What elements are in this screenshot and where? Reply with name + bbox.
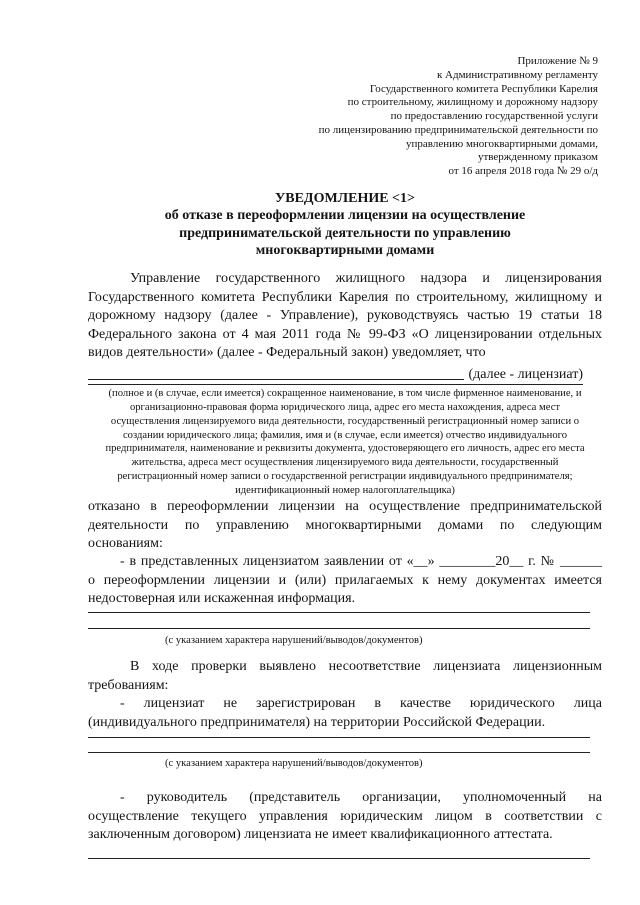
ground-2-line: (индивидуального предпринимателя) на территории Российской Федерации. <box>88 714 546 730</box>
appendix-header-line: по лицензированию предпринимательской деятельности по <box>318 123 598 136</box>
ground-2-blank-line <box>88 752 590 753</box>
licensee-field-row <box>88 366 583 385</box>
ground-1-paragraph <box>88 553 602 609</box>
ground-2-line: - лицензиат не зарегистрирован в качестве юридического лица <box>120 696 602 711</box>
licensee-caption-line: жительства, адреса мест осуществления лицензируемого вида деятельности, государственный <box>131 457 559 469</box>
ground-2-paragraph <box>88 695 602 732</box>
ground-3-line: заключенным договором) лицензиата не имеет квалификационного аттестата. <box>88 827 553 842</box>
intro-line: Федерального закона от 4 мая 2011 года № 99-ФЗ «О лицензировании отдельных <box>88 326 602 342</box>
refusal-line: основаниям: <box>88 536 163 551</box>
ground-1-line: - в представленных лицензиатом заявлении от «__» ________20__ г. № ______ <box>120 554 602 569</box>
document-title <box>88 190 602 259</box>
licensee-caption-line: идентификационный номер налогоплательщика) <box>235 485 455 497</box>
ground-3-line: - руководитель (представитель организации, уполномоченный на <box>120 790 602 805</box>
inspection-line: требованиям: <box>88 677 169 693</box>
licensee-caption-line: организационно-правовая форма юридического лица, адрес его места нахождения, адреса мест <box>129 401 561 413</box>
ground-3-line: осуществление текущего управления юридическим лицом в соответствии с <box>88 808 602 824</box>
appendix-header <box>319 55 598 179</box>
licensee-caption-line: предпринимателя, наименование и реквизиты документа, удостоверяющего его личность, адрес его места <box>105 443 585 455</box>
licensee-blank-line <box>88 366 464 380</box>
licensee-caption <box>88 387 602 498</box>
appendix-header-line: Государственного комитета Республики Карелия <box>369 82 598 95</box>
licensee-label: (далее - лицензиат) <box>468 367 583 382</box>
appendix-header-line: к Административному регламенту <box>436 68 598 81</box>
licensee-underline <box>88 384 583 385</box>
inspection-line: В ходе проверки выявлено несоответствие лицензиата лицензионным <box>130 659 602 674</box>
ground-1-line: о переоформлении лицензии и (или) прилагаемых к нему документах имеется <box>88 572 602 588</box>
ground-1-blank-line <box>88 628 590 629</box>
title-line: УВЕДОМЛЕНИЕ <1> <box>274 191 416 206</box>
refusal-line: отказано в переоформлении лицензии на осуществление предпринимательской <box>88 499 602 514</box>
licensee-caption-line: регистрационный номер записи о государственной регистрации индивидуального предпринимателя; <box>117 471 573 483</box>
title-line: многоквартирными домами <box>255 242 435 258</box>
licensee-caption-line: создании юридического лица; фамилия, имя и (в случае, если имеется) отчество индивидуального <box>122 429 568 441</box>
title-line: об отказе в переоформлении лицензии на осуществление <box>164 208 526 224</box>
ground-2-caption: (с указанием характера нарушений/выводов/документов) <box>165 758 423 769</box>
ground-1-caption: (с указанием характера нарушений/выводов/документов) <box>165 635 423 646</box>
appendix-header-line: управлению многоквартирными домами, <box>406 137 598 150</box>
inspection-paragraph <box>88 658 602 695</box>
refusal-paragraph <box>88 498 602 554</box>
intro-paragraph <box>88 270 602 363</box>
ground-3-paragraph <box>88 789 602 845</box>
refusal-line: деятельности по управлению многоквартирными домами по следующим <box>88 517 602 533</box>
licensee-caption-line: (полное и (в случае, если имеется) сокращенное наименование, в том числе фирменное наименование, и <box>108 388 582 399</box>
appendix-header-line: утвержденному приказом <box>477 151 598 164</box>
intro-line: Управление государственного жилищного надзора и лицензирования <box>130 271 602 286</box>
title-line: предпринимательской деятельности по управлению <box>179 225 511 241</box>
ground-1-blank-line <box>88 612 590 613</box>
intro-line: Государственного комитета Республики Карелия по строительному, жилищному и <box>88 289 602 305</box>
appendix-header-line: Приложение № 9 <box>517 55 598 67</box>
ground-2-blank-line <box>88 737 590 738</box>
intro-line: видов деятельности» (далее - Федеральный закон) уведомляет, что <box>88 345 486 360</box>
appendix-header-line: по строительному, жилищному и дорожному надзору <box>347 96 598 109</box>
ground-1-line: недостоверная или искаженная информация. <box>88 591 356 606</box>
appendix-header-line: по предоставлению государственной услуги <box>390 110 598 122</box>
licensee-caption-line: осуществления лицензируемого вида деятельности, государственный регистрационный номер записи о <box>110 415 580 427</box>
appendix-header-line: от 16 апреля 2018 года № 29 о/д <box>448 165 598 177</box>
ground-3-blank-line <box>88 858 590 859</box>
intro-line: дорожному надзору (далее - Управление), руководствуясь частью 19 статьи 18 <box>88 308 602 323</box>
